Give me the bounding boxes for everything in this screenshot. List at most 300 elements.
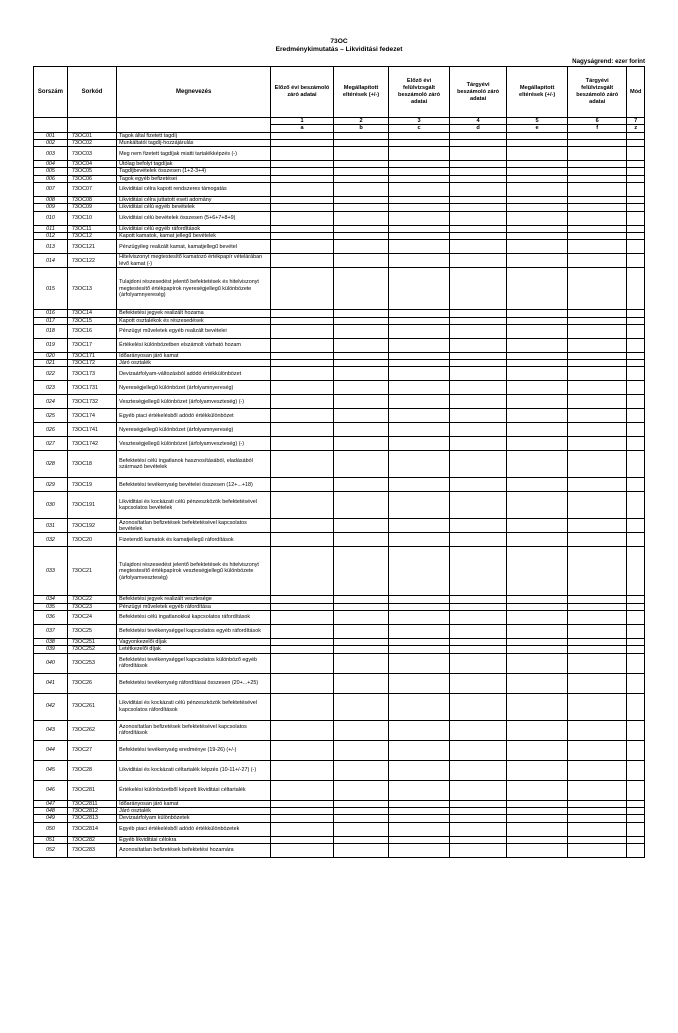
value-cell-col-7[interactable] bbox=[627, 147, 645, 161]
value-cell-col-2[interactable] bbox=[333, 175, 388, 182]
value-cell-col-3[interactable] bbox=[389, 240, 450, 254]
value-cell-col-1[interactable] bbox=[271, 653, 334, 673]
value-cell-col-1[interactable] bbox=[271, 492, 334, 519]
value-cell-col-4[interactable] bbox=[449, 211, 507, 225]
value-cell-col-3[interactable] bbox=[389, 740, 450, 760]
value-cell-col-2[interactable] bbox=[333, 693, 388, 720]
value-cell-col-2[interactable] bbox=[333, 653, 388, 673]
value-cell-col-5[interactable] bbox=[507, 437, 568, 451]
value-cell-col-7[interactable] bbox=[627, 175, 645, 182]
value-cell-col-1[interactable] bbox=[271, 836, 334, 843]
value-cell-col-5[interactable] bbox=[507, 204, 568, 211]
value-cell-col-1[interactable] bbox=[271, 423, 334, 437]
value-cell-col-4[interactable] bbox=[449, 547, 507, 596]
value-cell-col-1[interactable] bbox=[271, 611, 334, 625]
value-cell-col-2[interactable] bbox=[333, 268, 388, 310]
value-cell-col-3[interactable] bbox=[389, 409, 450, 423]
value-cell-col-6[interactable] bbox=[567, 625, 627, 639]
value-cell-col-2[interactable] bbox=[333, 815, 388, 822]
value-cell-col-1[interactable] bbox=[271, 317, 334, 324]
value-cell-col-7[interactable] bbox=[627, 596, 645, 603]
value-cell-col-7[interactable] bbox=[627, 653, 645, 673]
value-cell-col-2[interactable] bbox=[333, 381, 388, 395]
value-cell-col-2[interactable] bbox=[333, 423, 388, 437]
value-cell-col-7[interactable] bbox=[627, 646, 645, 653]
value-cell-col-2[interactable] bbox=[333, 492, 388, 519]
value-cell-col-1[interactable] bbox=[271, 625, 334, 639]
value-cell-col-2[interactable] bbox=[333, 310, 388, 317]
value-cell-col-2[interactable] bbox=[333, 673, 388, 693]
value-cell-col-7[interactable] bbox=[627, 197, 645, 204]
value-cell-col-1[interactable] bbox=[271, 240, 334, 254]
value-cell-col-7[interactable] bbox=[627, 409, 645, 423]
value-cell-col-1[interactable] bbox=[271, 646, 334, 653]
value-cell-col-2[interactable] bbox=[333, 807, 388, 814]
value-cell-col-4[interactable] bbox=[449, 646, 507, 653]
value-cell-col-6[interactable] bbox=[567, 437, 627, 451]
value-cell-col-3[interactable] bbox=[389, 232, 450, 239]
value-cell-col-4[interactable] bbox=[449, 360, 507, 367]
value-cell-col-5[interactable] bbox=[507, 720, 568, 740]
value-cell-col-7[interactable] bbox=[627, 225, 645, 232]
value-cell-col-4[interactable] bbox=[449, 139, 507, 146]
value-cell-col-1[interactable] bbox=[271, 310, 334, 317]
value-cell-col-7[interactable] bbox=[627, 310, 645, 317]
value-cell-col-4[interactable] bbox=[449, 197, 507, 204]
value-cell-col-7[interactable] bbox=[627, 161, 645, 168]
value-cell-col-5[interactable] bbox=[507, 639, 568, 646]
value-cell-col-5[interactable] bbox=[507, 139, 568, 146]
value-cell-col-5[interactable] bbox=[507, 807, 568, 814]
value-cell-col-2[interactable] bbox=[333, 211, 388, 225]
value-cell-col-1[interactable] bbox=[271, 367, 334, 381]
value-cell-col-5[interactable] bbox=[507, 338, 568, 352]
value-cell-col-7[interactable] bbox=[627, 815, 645, 822]
value-cell-col-5[interactable] bbox=[507, 175, 568, 182]
value-cell-col-3[interactable] bbox=[389, 183, 450, 197]
value-cell-col-1[interactable] bbox=[271, 197, 334, 204]
value-cell-col-6[interactable] bbox=[567, 168, 627, 175]
value-cell-col-7[interactable] bbox=[627, 720, 645, 740]
value-cell-col-2[interactable] bbox=[333, 720, 388, 740]
value-cell-col-5[interactable] bbox=[507, 168, 568, 175]
value-cell-col-3[interactable] bbox=[389, 843, 450, 857]
value-cell-col-4[interactable] bbox=[449, 352, 507, 359]
value-cell-col-1[interactable] bbox=[271, 720, 334, 740]
value-cell-col-1[interactable] bbox=[271, 822, 334, 836]
value-cell-col-1[interactable] bbox=[271, 268, 334, 310]
value-cell-col-2[interactable] bbox=[333, 409, 388, 423]
value-cell-col-4[interactable] bbox=[449, 161, 507, 168]
value-cell-col-3[interactable] bbox=[389, 720, 450, 740]
value-cell-col-1[interactable] bbox=[271, 693, 334, 720]
value-cell-col-3[interactable] bbox=[389, 225, 450, 232]
value-cell-col-4[interactable] bbox=[449, 780, 507, 800]
value-cell-col-5[interactable] bbox=[507, 197, 568, 204]
value-cell-col-5[interactable] bbox=[507, 352, 568, 359]
value-cell-col-5[interactable] bbox=[507, 625, 568, 639]
value-cell-col-3[interactable] bbox=[389, 254, 450, 268]
value-cell-col-4[interactable] bbox=[449, 639, 507, 646]
value-cell-col-6[interactable] bbox=[567, 547, 627, 596]
value-cell-col-5[interactable] bbox=[507, 147, 568, 161]
value-cell-col-4[interactable] bbox=[449, 324, 507, 338]
value-cell-col-4[interactable] bbox=[449, 225, 507, 232]
value-cell-col-6[interactable] bbox=[567, 653, 627, 673]
value-cell-col-7[interactable] bbox=[627, 693, 645, 720]
value-cell-col-5[interactable] bbox=[507, 395, 568, 409]
value-cell-col-4[interactable] bbox=[449, 815, 507, 822]
value-cell-col-1[interactable] bbox=[271, 603, 334, 610]
value-cell-col-2[interactable] bbox=[333, 451, 388, 478]
value-cell-col-6[interactable] bbox=[567, 324, 627, 338]
value-cell-col-4[interactable] bbox=[449, 603, 507, 610]
value-cell-col-3[interactable] bbox=[389, 161, 450, 168]
value-cell-col-7[interactable] bbox=[627, 268, 645, 310]
value-cell-col-6[interactable] bbox=[567, 423, 627, 437]
value-cell-col-5[interactable] bbox=[507, 822, 568, 836]
value-cell-col-6[interactable] bbox=[567, 352, 627, 359]
value-cell-col-5[interactable] bbox=[507, 673, 568, 693]
value-cell-col-6[interactable] bbox=[567, 175, 627, 182]
value-cell-col-3[interactable] bbox=[389, 197, 450, 204]
value-cell-col-5[interactable] bbox=[507, 603, 568, 610]
value-cell-col-3[interactable] bbox=[389, 822, 450, 836]
value-cell-col-3[interactable] bbox=[389, 800, 450, 807]
value-cell-col-6[interactable] bbox=[567, 740, 627, 760]
value-cell-col-5[interactable] bbox=[507, 492, 568, 519]
value-cell-col-6[interactable] bbox=[567, 533, 627, 547]
value-cell-col-4[interactable] bbox=[449, 423, 507, 437]
value-cell-col-2[interactable] bbox=[333, 232, 388, 239]
value-cell-col-5[interactable] bbox=[507, 800, 568, 807]
value-cell-col-6[interactable] bbox=[567, 673, 627, 693]
value-cell-col-7[interactable] bbox=[627, 168, 645, 175]
value-cell-col-3[interactable] bbox=[389, 139, 450, 146]
value-cell-col-7[interactable] bbox=[627, 760, 645, 780]
value-cell-col-3[interactable] bbox=[389, 211, 450, 225]
value-cell-col-2[interactable] bbox=[333, 646, 388, 653]
value-cell-col-6[interactable] bbox=[567, 395, 627, 409]
value-cell-col-2[interactable] bbox=[333, 183, 388, 197]
value-cell-col-2[interactable] bbox=[333, 836, 388, 843]
value-cell-col-4[interactable] bbox=[449, 822, 507, 836]
value-cell-col-7[interactable] bbox=[627, 317, 645, 324]
value-cell-col-1[interactable] bbox=[271, 740, 334, 760]
value-cell-col-7[interactable] bbox=[627, 352, 645, 359]
value-cell-col-4[interactable] bbox=[449, 175, 507, 182]
value-cell-col-2[interactable] bbox=[333, 740, 388, 760]
value-cell-col-7[interactable] bbox=[627, 338, 645, 352]
value-cell-col-5[interactable] bbox=[507, 836, 568, 843]
value-cell-col-3[interactable] bbox=[389, 760, 450, 780]
value-cell-col-5[interactable] bbox=[507, 324, 568, 338]
value-cell-col-1[interactable] bbox=[271, 673, 334, 693]
value-cell-col-6[interactable] bbox=[567, 822, 627, 836]
value-cell-col-1[interactable] bbox=[271, 175, 334, 182]
value-cell-col-1[interactable] bbox=[271, 254, 334, 268]
value-cell-col-1[interactable] bbox=[271, 800, 334, 807]
value-cell-col-6[interactable] bbox=[567, 843, 627, 857]
value-cell-col-7[interactable] bbox=[627, 822, 645, 836]
value-cell-col-1[interactable] bbox=[271, 352, 334, 359]
value-cell-col-6[interactable] bbox=[567, 611, 627, 625]
value-cell-col-7[interactable] bbox=[627, 800, 645, 807]
value-cell-col-1[interactable] bbox=[271, 437, 334, 451]
value-cell-col-4[interactable] bbox=[449, 132, 507, 139]
value-cell-col-6[interactable] bbox=[567, 800, 627, 807]
value-cell-col-4[interactable] bbox=[449, 519, 507, 533]
value-cell-col-4[interactable] bbox=[449, 168, 507, 175]
value-cell-col-7[interactable] bbox=[627, 395, 645, 409]
value-cell-col-1[interactable] bbox=[271, 533, 334, 547]
value-cell-col-5[interactable] bbox=[507, 132, 568, 139]
value-cell-col-6[interactable] bbox=[567, 183, 627, 197]
value-cell-col-4[interactable] bbox=[449, 240, 507, 254]
value-cell-col-6[interactable] bbox=[567, 639, 627, 646]
value-cell-col-4[interactable] bbox=[449, 367, 507, 381]
value-cell-col-6[interactable] bbox=[567, 519, 627, 533]
value-cell-col-4[interactable] bbox=[449, 800, 507, 807]
value-cell-col-4[interactable] bbox=[449, 381, 507, 395]
value-cell-col-7[interactable] bbox=[627, 240, 645, 254]
value-cell-col-2[interactable] bbox=[333, 519, 388, 533]
value-cell-col-6[interactable] bbox=[567, 204, 627, 211]
value-cell-col-6[interactable] bbox=[567, 240, 627, 254]
value-cell-col-2[interactable] bbox=[333, 254, 388, 268]
value-cell-col-3[interactable] bbox=[389, 533, 450, 547]
value-cell-col-2[interactable] bbox=[333, 225, 388, 232]
value-cell-col-1[interactable] bbox=[271, 451, 334, 478]
value-cell-col-5[interactable] bbox=[507, 740, 568, 760]
value-cell-col-5[interactable] bbox=[507, 367, 568, 381]
value-cell-col-6[interactable] bbox=[567, 807, 627, 814]
value-cell-col-6[interactable] bbox=[567, 780, 627, 800]
value-cell-col-4[interactable] bbox=[449, 836, 507, 843]
value-cell-col-5[interactable] bbox=[507, 843, 568, 857]
value-cell-col-5[interactable] bbox=[507, 360, 568, 367]
value-cell-col-2[interactable] bbox=[333, 478, 388, 492]
value-cell-col-3[interactable] bbox=[389, 310, 450, 317]
value-cell-col-5[interactable] bbox=[507, 653, 568, 673]
value-cell-col-7[interactable] bbox=[627, 183, 645, 197]
value-cell-col-2[interactable] bbox=[333, 395, 388, 409]
value-cell-col-3[interactable] bbox=[389, 780, 450, 800]
value-cell-col-7[interactable] bbox=[627, 625, 645, 639]
value-cell-col-5[interactable] bbox=[507, 611, 568, 625]
value-cell-col-3[interactable] bbox=[389, 547, 450, 596]
value-cell-col-1[interactable] bbox=[271, 596, 334, 603]
value-cell-col-3[interactable] bbox=[389, 338, 450, 352]
value-cell-col-3[interactable] bbox=[389, 367, 450, 381]
value-cell-col-5[interactable] bbox=[507, 240, 568, 254]
value-cell-col-4[interactable] bbox=[449, 843, 507, 857]
value-cell-col-7[interactable] bbox=[627, 740, 645, 760]
value-cell-col-5[interactable] bbox=[507, 310, 568, 317]
value-cell-col-4[interactable] bbox=[449, 611, 507, 625]
value-cell-col-6[interactable] bbox=[567, 310, 627, 317]
value-cell-col-6[interactable] bbox=[567, 492, 627, 519]
value-cell-col-4[interactable] bbox=[449, 653, 507, 673]
value-cell-col-3[interactable] bbox=[389, 204, 450, 211]
value-cell-col-2[interactable] bbox=[333, 625, 388, 639]
value-cell-col-3[interactable] bbox=[389, 317, 450, 324]
value-cell-col-1[interactable] bbox=[271, 338, 334, 352]
value-cell-col-7[interactable] bbox=[627, 611, 645, 625]
value-cell-col-7[interactable] bbox=[627, 360, 645, 367]
value-cell-col-4[interactable] bbox=[449, 395, 507, 409]
value-cell-col-2[interactable] bbox=[333, 533, 388, 547]
value-cell-col-2[interactable] bbox=[333, 639, 388, 646]
value-cell-col-1[interactable] bbox=[271, 815, 334, 822]
value-cell-col-6[interactable] bbox=[567, 132, 627, 139]
value-cell-col-5[interactable] bbox=[507, 381, 568, 395]
value-cell-col-5[interactable] bbox=[507, 254, 568, 268]
value-cell-col-3[interactable] bbox=[389, 175, 450, 182]
value-cell-col-6[interactable] bbox=[567, 478, 627, 492]
value-cell-col-7[interactable] bbox=[627, 139, 645, 146]
value-cell-col-1[interactable] bbox=[271, 547, 334, 596]
value-cell-col-2[interactable] bbox=[333, 360, 388, 367]
value-cell-col-4[interactable] bbox=[449, 338, 507, 352]
value-cell-col-4[interactable] bbox=[449, 409, 507, 423]
value-cell-col-7[interactable] bbox=[627, 780, 645, 800]
value-cell-col-2[interactable] bbox=[333, 611, 388, 625]
value-cell-col-6[interactable] bbox=[567, 225, 627, 232]
value-cell-col-3[interactable] bbox=[389, 132, 450, 139]
value-cell-col-6[interactable] bbox=[567, 161, 627, 168]
value-cell-col-7[interactable] bbox=[627, 843, 645, 857]
value-cell-col-4[interactable] bbox=[449, 317, 507, 324]
value-cell-col-2[interactable] bbox=[333, 139, 388, 146]
value-cell-col-4[interactable] bbox=[449, 268, 507, 310]
value-cell-col-5[interactable] bbox=[507, 268, 568, 310]
value-cell-col-6[interactable] bbox=[567, 338, 627, 352]
value-cell-col-1[interactable] bbox=[271, 409, 334, 423]
value-cell-col-4[interactable] bbox=[449, 693, 507, 720]
value-cell-col-5[interactable] bbox=[507, 646, 568, 653]
value-cell-col-2[interactable] bbox=[333, 168, 388, 175]
value-cell-col-5[interactable] bbox=[507, 478, 568, 492]
value-cell-col-7[interactable] bbox=[627, 547, 645, 596]
value-cell-col-6[interactable] bbox=[567, 268, 627, 310]
value-cell-col-1[interactable] bbox=[271, 478, 334, 492]
value-cell-col-6[interactable] bbox=[567, 232, 627, 239]
value-cell-col-1[interactable] bbox=[271, 381, 334, 395]
value-cell-col-6[interactable] bbox=[567, 197, 627, 204]
value-cell-col-1[interactable] bbox=[271, 324, 334, 338]
value-cell-col-5[interactable] bbox=[507, 693, 568, 720]
value-cell-col-2[interactable] bbox=[333, 197, 388, 204]
value-cell-col-6[interactable] bbox=[567, 360, 627, 367]
value-cell-col-3[interactable] bbox=[389, 596, 450, 603]
value-cell-col-1[interactable] bbox=[271, 168, 334, 175]
value-cell-col-4[interactable] bbox=[449, 183, 507, 197]
value-cell-col-5[interactable] bbox=[507, 232, 568, 239]
value-cell-col-3[interactable] bbox=[389, 381, 450, 395]
value-cell-col-2[interactable] bbox=[333, 437, 388, 451]
value-cell-col-3[interactable] bbox=[389, 836, 450, 843]
value-cell-col-3[interactable] bbox=[389, 360, 450, 367]
value-cell-col-4[interactable] bbox=[449, 310, 507, 317]
value-cell-col-4[interactable] bbox=[449, 451, 507, 478]
value-cell-col-6[interactable] bbox=[567, 760, 627, 780]
value-cell-col-3[interactable] bbox=[389, 815, 450, 822]
value-cell-col-7[interactable] bbox=[627, 381, 645, 395]
value-cell-col-3[interactable] bbox=[389, 673, 450, 693]
value-cell-col-4[interactable] bbox=[449, 204, 507, 211]
value-cell-col-7[interactable] bbox=[627, 603, 645, 610]
value-cell-col-4[interactable] bbox=[449, 147, 507, 161]
value-cell-col-4[interactable] bbox=[449, 740, 507, 760]
value-cell-col-7[interactable] bbox=[627, 451, 645, 478]
value-cell-col-3[interactable] bbox=[389, 807, 450, 814]
value-cell-col-3[interactable] bbox=[389, 168, 450, 175]
value-cell-col-6[interactable] bbox=[567, 317, 627, 324]
value-cell-col-1[interactable] bbox=[271, 807, 334, 814]
value-cell-col-6[interactable] bbox=[567, 147, 627, 161]
value-cell-col-6[interactable] bbox=[567, 815, 627, 822]
value-cell-col-6[interactable] bbox=[567, 693, 627, 720]
value-cell-col-6[interactable] bbox=[567, 603, 627, 610]
value-cell-col-1[interactable] bbox=[271, 780, 334, 800]
value-cell-col-6[interactable] bbox=[567, 646, 627, 653]
value-cell-col-3[interactable] bbox=[389, 492, 450, 519]
value-cell-col-2[interactable] bbox=[333, 317, 388, 324]
value-cell-col-7[interactable] bbox=[627, 232, 645, 239]
value-cell-col-2[interactable] bbox=[333, 338, 388, 352]
value-cell-col-5[interactable] bbox=[507, 211, 568, 225]
value-cell-col-5[interactable] bbox=[507, 596, 568, 603]
value-cell-col-7[interactable] bbox=[627, 437, 645, 451]
value-cell-col-2[interactable] bbox=[333, 132, 388, 139]
value-cell-col-6[interactable] bbox=[567, 367, 627, 381]
value-cell-col-2[interactable] bbox=[333, 147, 388, 161]
value-cell-col-4[interactable] bbox=[449, 254, 507, 268]
value-cell-col-4[interactable] bbox=[449, 492, 507, 519]
value-cell-col-2[interactable] bbox=[333, 324, 388, 338]
value-cell-col-2[interactable] bbox=[333, 760, 388, 780]
value-cell-col-2[interactable] bbox=[333, 800, 388, 807]
value-cell-col-1[interactable] bbox=[271, 211, 334, 225]
value-cell-col-7[interactable] bbox=[627, 204, 645, 211]
value-cell-col-5[interactable] bbox=[507, 519, 568, 533]
value-cell-col-1[interactable] bbox=[271, 204, 334, 211]
value-cell-col-5[interactable] bbox=[507, 409, 568, 423]
value-cell-col-5[interactable] bbox=[507, 161, 568, 168]
value-cell-col-3[interactable] bbox=[389, 352, 450, 359]
value-cell-col-6[interactable] bbox=[567, 596, 627, 603]
value-cell-col-3[interactable] bbox=[389, 395, 450, 409]
value-cell-col-7[interactable] bbox=[627, 132, 645, 139]
value-cell-col-6[interactable] bbox=[567, 451, 627, 478]
value-cell-col-2[interactable] bbox=[333, 843, 388, 857]
value-cell-col-6[interactable] bbox=[567, 139, 627, 146]
value-cell-col-1[interactable] bbox=[271, 360, 334, 367]
value-cell-col-6[interactable] bbox=[567, 836, 627, 843]
value-cell-col-2[interactable] bbox=[333, 596, 388, 603]
value-cell-col-2[interactable] bbox=[333, 547, 388, 596]
value-cell-col-5[interactable] bbox=[507, 815, 568, 822]
value-cell-col-7[interactable] bbox=[627, 423, 645, 437]
value-cell-col-3[interactable] bbox=[389, 268, 450, 310]
value-cell-col-1[interactable] bbox=[271, 519, 334, 533]
value-cell-col-3[interactable] bbox=[389, 478, 450, 492]
value-cell-col-2[interactable] bbox=[333, 204, 388, 211]
value-cell-col-3[interactable] bbox=[389, 625, 450, 639]
value-cell-col-2[interactable] bbox=[333, 603, 388, 610]
value-cell-col-1[interactable] bbox=[271, 843, 334, 857]
